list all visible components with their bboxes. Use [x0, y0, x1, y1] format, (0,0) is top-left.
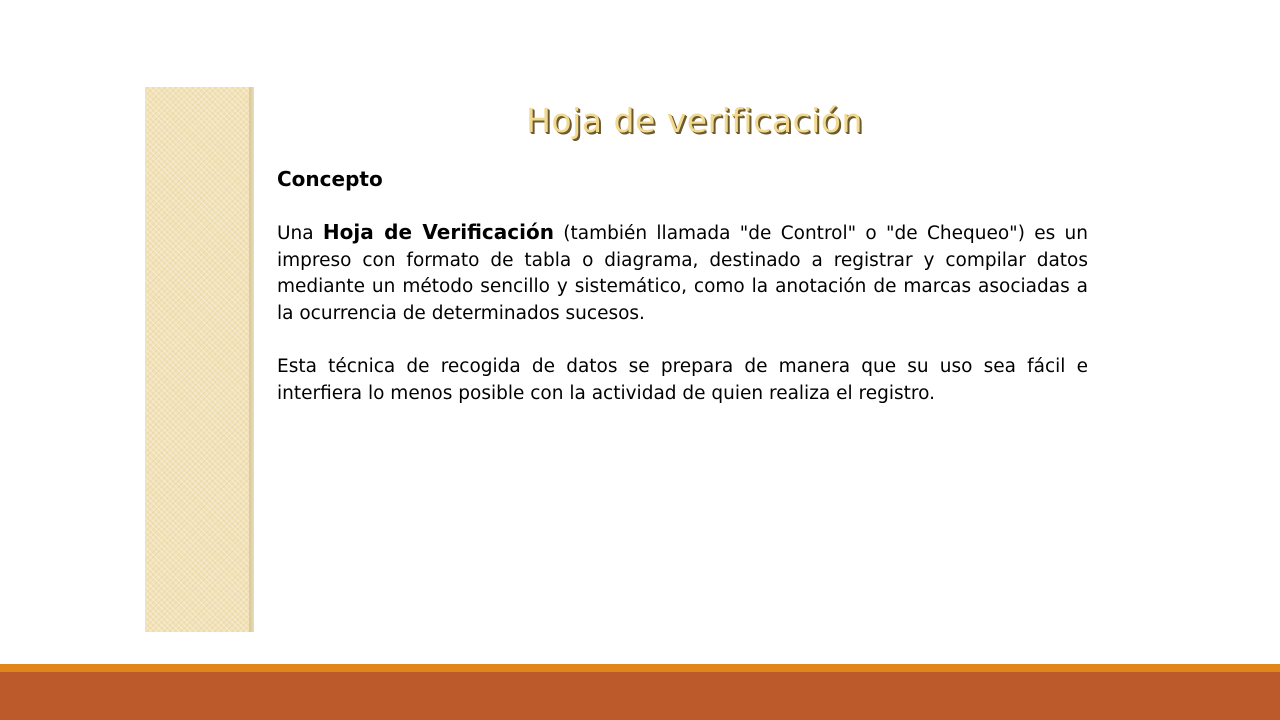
bold-term: Hoja de Verificación	[322, 220, 554, 244]
decorative-side-panel	[145, 87, 249, 632]
footer-accent-line	[0, 664, 1280, 672]
paragraph-text-rest: (también llamada "de Control" o "de Chequeo") es un impreso con formato de tabla o diagrama, destinado a registrar y compilar datos mediante un método sencillo y sistemático, como la anotación de marcas asociadas a la ocurrencia de determinados sucesos.	[277, 223, 1089, 324]
footer-band	[0, 672, 1280, 720]
section-heading: Concepto	[277, 167, 383, 191]
definition-paragraph	[277, 219, 1088, 327]
slide-title: Hoja de verificación	[526, 101, 863, 140]
slide-content	[277, 165, 1088, 434]
technique-paragraph: Esta técnica de recogida de datos se prepara de manera que su uso sea fácil e interfiera lo menos posible con la actividad de quien realiza el registro.	[277, 356, 1088, 404]
side-panel-edge	[249, 87, 254, 632]
paragraph-text-start: Una	[277, 223, 323, 244]
